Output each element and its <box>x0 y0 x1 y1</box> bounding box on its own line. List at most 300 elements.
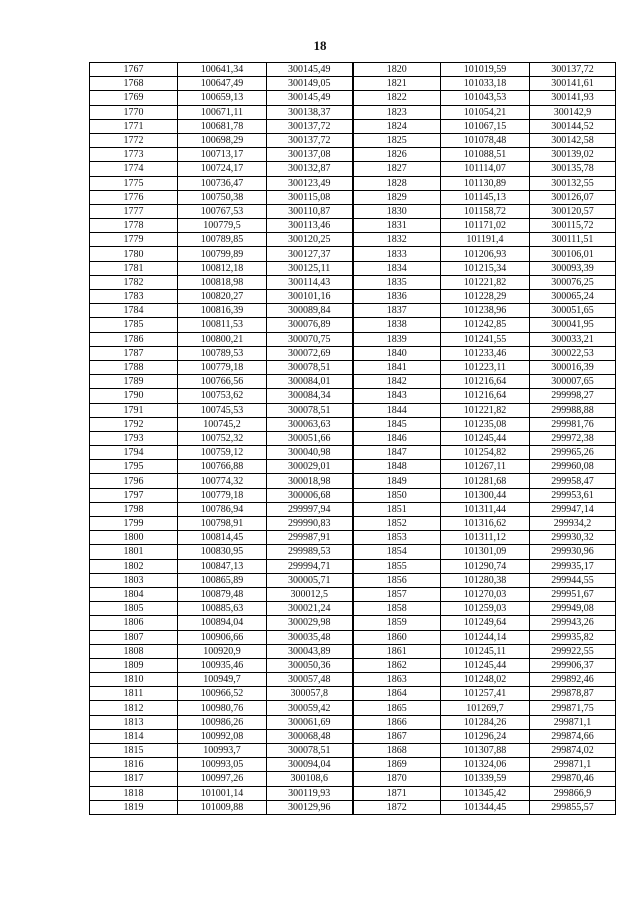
y-coordinate-right: 299960,08 <box>530 460 616 474</box>
point-number-left: 1806 <box>90 616 178 630</box>
x-coordinate-left: 100997,26 <box>178 772 267 786</box>
point-number-left: 1812 <box>90 701 178 715</box>
y-coordinate-left: 300035,48 <box>267 630 353 644</box>
x-coordinate-right: 101088,51 <box>441 148 530 162</box>
x-coordinate-left: 100647,49 <box>178 77 267 91</box>
y-coordinate-right: 300007,65 <box>530 375 616 389</box>
point-number-left: 1799 <box>90 517 178 531</box>
x-coordinate-left: 100818,98 <box>178 275 267 289</box>
point-number-right: 1828 <box>353 176 441 190</box>
y-coordinate-right: 299943,26 <box>530 616 616 630</box>
y-coordinate-right: 300093,39 <box>530 261 616 275</box>
y-coordinate-left: 300129,96 <box>267 800 353 814</box>
point-number-left: 1788 <box>90 360 178 374</box>
x-coordinate-left: 101001,14 <box>178 786 267 800</box>
point-number-right: 1866 <box>353 715 441 729</box>
table-row <box>90 602 616 616</box>
y-coordinate-right: 300051,65 <box>530 304 616 318</box>
x-coordinate-right: 101206,93 <box>441 247 530 261</box>
y-coordinate-right: 299947,14 <box>530 502 616 516</box>
point-number-left: 1796 <box>90 474 178 488</box>
y-coordinate-right: 299870,46 <box>530 772 616 786</box>
point-number-left: 1792 <box>90 417 178 431</box>
y-coordinate-right: 299934,2 <box>530 517 616 531</box>
page-number: 18 <box>313 38 327 53</box>
y-coordinate-left: 300115,08 <box>267 190 353 204</box>
table-row <box>90 758 616 772</box>
point-number-left: 1781 <box>90 261 178 275</box>
y-coordinate-right: 299878,87 <box>530 687 616 701</box>
y-coordinate-right: 300115,72 <box>530 219 616 233</box>
x-coordinate-right: 101067,15 <box>441 119 530 133</box>
y-coordinate-right: 300132,55 <box>530 176 616 190</box>
point-number-right: 1846 <box>353 431 441 445</box>
point-number-right: 1833 <box>353 247 441 261</box>
point-number-right: 1823 <box>353 105 441 119</box>
y-coordinate-left: 300051,66 <box>267 431 353 445</box>
table-row <box>90 318 616 332</box>
y-coordinate-right: 300106,01 <box>530 247 616 261</box>
y-coordinate-right: 299951,67 <box>530 587 616 601</box>
table-row <box>90 786 616 800</box>
point-number-left: 1787 <box>90 346 178 360</box>
x-coordinate-left: 100992,08 <box>178 729 267 743</box>
table-row <box>90 687 616 701</box>
y-coordinate-right: 299906,37 <box>530 658 616 672</box>
point-number-right: 1863 <box>353 673 441 687</box>
point-number-right: 1849 <box>353 474 441 488</box>
x-coordinate-right: 101311,44 <box>441 502 530 516</box>
point-number-right: 1834 <box>353 261 441 275</box>
x-coordinate-right: 101235,08 <box>441 417 530 431</box>
y-coordinate-left: 299997,94 <box>267 502 353 516</box>
point-number-left: 1769 <box>90 91 178 105</box>
x-coordinate-right: 101242,85 <box>441 318 530 332</box>
x-coordinate-left: 100885,63 <box>178 602 267 616</box>
point-number-right: 1859 <box>353 616 441 630</box>
x-coordinate-right: 101270,03 <box>441 587 530 601</box>
point-number-left: 1794 <box>90 446 178 460</box>
table-row <box>90 119 616 133</box>
x-coordinate-left: 100786,94 <box>178 502 267 516</box>
point-number-left: 1779 <box>90 233 178 247</box>
x-coordinate-right: 101216,64 <box>441 375 530 389</box>
y-coordinate-left: 300119,93 <box>267 786 353 800</box>
point-number-right: 1829 <box>353 190 441 204</box>
y-coordinate-right: 299972,38 <box>530 431 616 445</box>
point-number-right: 1870 <box>353 772 441 786</box>
y-coordinate-left: 300145,49 <box>267 91 353 105</box>
x-coordinate-right: 101280,38 <box>441 573 530 587</box>
x-coordinate-left: 100966,52 <box>178 687 267 701</box>
point-number-right: 1857 <box>353 587 441 601</box>
y-coordinate-right: 299866,9 <box>530 786 616 800</box>
table-row <box>90 233 616 247</box>
point-number-left: 1775 <box>90 176 178 190</box>
point-number-left: 1815 <box>90 744 178 758</box>
y-coordinate-right: 300111,51 <box>530 233 616 247</box>
y-coordinate-left: 300050,36 <box>267 658 353 672</box>
y-coordinate-left: 299989,53 <box>267 545 353 559</box>
x-coordinate-right: 101245,44 <box>441 658 530 672</box>
y-coordinate-right: 300139,02 <box>530 148 616 162</box>
y-coordinate-right: 300142,9 <box>530 105 616 119</box>
x-coordinate-right: 101245,11 <box>441 644 530 658</box>
x-coordinate-right: 101191,4 <box>441 233 530 247</box>
y-coordinate-left: 300005,71 <box>267 573 353 587</box>
point-number-left: 1768 <box>90 77 178 91</box>
table-row <box>90 431 616 445</box>
point-number-left: 1805 <box>90 602 178 616</box>
x-coordinate-right: 101241,55 <box>441 332 530 346</box>
x-coordinate-right: 101245,44 <box>441 431 530 445</box>
y-coordinate-right: 299998,27 <box>530 389 616 403</box>
table-row <box>90 630 616 644</box>
point-number-right: 1865 <box>353 701 441 715</box>
x-coordinate-left: 100659,13 <box>178 91 267 105</box>
y-coordinate-right: 300016,39 <box>530 360 616 374</box>
x-coordinate-right: 101257,41 <box>441 687 530 701</box>
table-row <box>90 105 616 119</box>
table-row <box>90 446 616 460</box>
point-number-right: 1847 <box>353 446 441 460</box>
y-coordinate-left: 300089,84 <box>267 304 353 318</box>
y-coordinate-left: 300070,75 <box>267 332 353 346</box>
table-row <box>90 176 616 190</box>
point-number-right: 1854 <box>353 545 441 559</box>
point-number-left: 1801 <box>90 545 178 559</box>
x-coordinate-left: 100698,29 <box>178 133 267 147</box>
x-coordinate-right: 101281,68 <box>441 474 530 488</box>
x-coordinate-left: 100986,26 <box>178 715 267 729</box>
point-number-left: 1802 <box>90 559 178 573</box>
y-coordinate-left: 300084,01 <box>267 375 353 389</box>
point-number-left: 1791 <box>90 403 178 417</box>
table-row <box>90 275 616 289</box>
x-coordinate-left: 100752,32 <box>178 431 267 445</box>
x-coordinate-left: 100935,46 <box>178 658 267 672</box>
x-coordinate-right: 101244,14 <box>441 630 530 644</box>
x-coordinate-left: 100759,12 <box>178 446 267 460</box>
point-number-left: 1770 <box>90 105 178 119</box>
x-coordinate-right: 101307,88 <box>441 744 530 758</box>
y-coordinate-left: 300076,89 <box>267 318 353 332</box>
table-row <box>90 91 616 105</box>
y-coordinate-right: 300022,53 <box>530 346 616 360</box>
x-coordinate-left: 100779,18 <box>178 488 267 502</box>
point-number-right: 1835 <box>353 275 441 289</box>
x-coordinate-right: 101300,44 <box>441 488 530 502</box>
x-coordinate-right: 101301,09 <box>441 545 530 559</box>
point-number-left: 1818 <box>90 786 178 800</box>
table-row <box>90 772 616 786</box>
table-row <box>90 375 616 389</box>
table-row <box>90 800 616 814</box>
y-coordinate-left: 300059,42 <box>267 701 353 715</box>
y-coordinate-left: 300101,16 <box>267 290 353 304</box>
point-number-left: 1811 <box>90 687 178 701</box>
y-coordinate-right: 300142,58 <box>530 133 616 147</box>
y-coordinate-left: 300072,69 <box>267 346 353 360</box>
point-number-right: 1825 <box>353 133 441 147</box>
x-coordinate-left: 100779,5 <box>178 219 267 233</box>
point-number-left: 1776 <box>90 190 178 204</box>
y-coordinate-left: 300137,72 <box>267 119 353 133</box>
x-coordinate-right: 101290,74 <box>441 559 530 573</box>
x-coordinate-right: 101114,07 <box>441 162 530 176</box>
x-coordinate-left: 100789,53 <box>178 346 267 360</box>
y-coordinate-left: 300084,34 <box>267 389 353 403</box>
x-coordinate-right: 101233,46 <box>441 346 530 360</box>
point-number-right: 1827 <box>353 162 441 176</box>
point-number-left: 1793 <box>90 431 178 445</box>
x-coordinate-left: 100798,91 <box>178 517 267 531</box>
x-coordinate-right: 101228,29 <box>441 290 530 304</box>
table-row <box>90 587 616 601</box>
x-coordinate-right: 101339,59 <box>441 772 530 786</box>
x-coordinate-left: 100816,39 <box>178 304 267 318</box>
y-coordinate-left: 300125,11 <box>267 261 353 275</box>
point-number-right: 1851 <box>353 502 441 516</box>
point-number-right: 1831 <box>353 219 441 233</box>
y-coordinate-right: 299981,76 <box>530 417 616 431</box>
y-coordinate-right: 299871,1 <box>530 758 616 772</box>
table-row <box>90 133 616 147</box>
x-coordinate-left: 100980,76 <box>178 701 267 715</box>
point-number-right: 1872 <box>353 800 441 814</box>
x-coordinate-left: 100774,32 <box>178 474 267 488</box>
point-number-left: 1819 <box>90 800 178 814</box>
table-row <box>90 219 616 233</box>
x-coordinate-right: 101324,06 <box>441 758 530 772</box>
y-coordinate-left: 300078,51 <box>267 744 353 758</box>
y-coordinate-right: 299874,66 <box>530 729 616 743</box>
point-number-right: 1841 <box>353 360 441 374</box>
table-row <box>90 488 616 502</box>
x-coordinate-left: 100993,7 <box>178 744 267 758</box>
table-row <box>90 247 616 261</box>
x-coordinate-left: 100753,62 <box>178 389 267 403</box>
x-coordinate-left: 100789,85 <box>178 233 267 247</box>
y-coordinate-left: 300110,87 <box>267 204 353 218</box>
y-coordinate-right: 299953,61 <box>530 488 616 502</box>
point-number-left: 1780 <box>90 247 178 261</box>
table-row <box>90 701 616 715</box>
point-number-right: 1824 <box>353 119 441 133</box>
y-coordinate-left: 300149,05 <box>267 77 353 91</box>
x-coordinate-left: 100641,34 <box>178 63 267 77</box>
table-row <box>90 63 616 77</box>
point-number-right: 1868 <box>353 744 441 758</box>
point-number-left: 1790 <box>90 389 178 403</box>
point-number-right: 1839 <box>353 332 441 346</box>
y-coordinate-right: 299965,26 <box>530 446 616 460</box>
point-number-left: 1809 <box>90 658 178 672</box>
y-coordinate-right: 300141,61 <box>530 77 616 91</box>
y-coordinate-right: 300041,95 <box>530 318 616 332</box>
table-row <box>90 531 616 545</box>
point-number-right: 1820 <box>353 63 441 77</box>
point-number-right: 1861 <box>353 644 441 658</box>
x-coordinate-left: 100830,95 <box>178 545 267 559</box>
y-coordinate-left: 300043,89 <box>267 644 353 658</box>
table-row <box>90 658 616 672</box>
point-number-left: 1773 <box>90 148 178 162</box>
table-row <box>90 474 616 488</box>
point-number-right: 1836 <box>353 290 441 304</box>
point-number-left: 1767 <box>90 63 178 77</box>
x-coordinate-right: 101238,96 <box>441 304 530 318</box>
point-number-left: 1786 <box>90 332 178 346</box>
point-number-left: 1813 <box>90 715 178 729</box>
y-coordinate-left: 300145,49 <box>267 63 353 77</box>
point-number-right: 1852 <box>353 517 441 531</box>
table-row <box>90 389 616 403</box>
y-coordinate-left: 300123,49 <box>267 176 353 190</box>
point-number-right: 1844 <box>353 403 441 417</box>
table-row <box>90 332 616 346</box>
x-coordinate-right: 101248,02 <box>441 673 530 687</box>
x-coordinate-right: 101311,12 <box>441 531 530 545</box>
point-number-right: 1838 <box>353 318 441 332</box>
x-coordinate-left: 100779,18 <box>178 360 267 374</box>
x-coordinate-left: 100811,53 <box>178 318 267 332</box>
point-number-left: 1798 <box>90 502 178 516</box>
table-row <box>90 573 616 587</box>
x-coordinate-left: 100993,05 <box>178 758 267 772</box>
x-coordinate-right: 101216,64 <box>441 389 530 403</box>
table-row <box>90 644 616 658</box>
point-number-left: 1816 <box>90 758 178 772</box>
y-coordinate-left: 300114,43 <box>267 275 353 289</box>
x-coordinate-left: 100865,89 <box>178 573 267 587</box>
y-coordinate-left: 300068,48 <box>267 729 353 743</box>
x-coordinate-right: 101344,45 <box>441 800 530 814</box>
x-coordinate-left: 100906,66 <box>178 630 267 644</box>
x-coordinate-left: 100745,53 <box>178 403 267 417</box>
x-coordinate-left: 100745,2 <box>178 417 267 431</box>
y-coordinate-right: 299935,82 <box>530 630 616 644</box>
point-number-right: 1862 <box>353 658 441 672</box>
y-coordinate-left: 300078,51 <box>267 403 353 417</box>
y-coordinate-left: 300018,98 <box>267 474 353 488</box>
x-coordinate-left: 101009,88 <box>178 800 267 814</box>
y-coordinate-left: 300063,63 <box>267 417 353 431</box>
point-number-left: 1810 <box>90 673 178 687</box>
table-row <box>90 261 616 275</box>
x-coordinate-left: 100767,53 <box>178 204 267 218</box>
x-coordinate-left: 100681,78 <box>178 119 267 133</box>
point-number-left: 1808 <box>90 644 178 658</box>
table-row <box>90 304 616 318</box>
y-coordinate-right: 299930,32 <box>530 531 616 545</box>
x-coordinate-right: 101033,18 <box>441 77 530 91</box>
y-coordinate-left: 300113,46 <box>267 219 353 233</box>
y-coordinate-left: 300108,6 <box>267 772 353 786</box>
point-number-left: 1771 <box>90 119 178 133</box>
point-number-left: 1785 <box>90 318 178 332</box>
table-row <box>90 190 616 204</box>
point-number-right: 1822 <box>353 91 441 105</box>
y-coordinate-left: 300029,01 <box>267 460 353 474</box>
y-coordinate-left: 300057,8 <box>267 687 353 701</box>
point-number-left: 1800 <box>90 531 178 545</box>
point-number-left: 1797 <box>90 488 178 502</box>
y-coordinate-right: 299935,17 <box>530 559 616 573</box>
point-number-right: 1845 <box>353 417 441 431</box>
point-number-left: 1782 <box>90 275 178 289</box>
x-coordinate-right: 101284,26 <box>441 715 530 729</box>
table-row <box>90 346 616 360</box>
point-number-left: 1774 <box>90 162 178 176</box>
point-number-left: 1814 <box>90 729 178 743</box>
x-coordinate-right: 101221,82 <box>441 403 530 417</box>
y-coordinate-left: 300057,48 <box>267 673 353 687</box>
y-coordinate-right: 300033,21 <box>530 332 616 346</box>
point-number-right: 1850 <box>353 488 441 502</box>
y-coordinate-left: 300061,69 <box>267 715 353 729</box>
x-coordinate-left: 100820,27 <box>178 290 267 304</box>
y-coordinate-left: 300127,37 <box>267 247 353 261</box>
x-coordinate-left: 100766,88 <box>178 460 267 474</box>
point-number-right: 1869 <box>353 758 441 772</box>
y-coordinate-right: 299922,55 <box>530 644 616 658</box>
table-row <box>90 403 616 417</box>
point-number-left: 1807 <box>90 630 178 644</box>
x-coordinate-left: 100812,18 <box>178 261 267 275</box>
x-coordinate-right: 101158,72 <box>441 204 530 218</box>
y-coordinate-right: 299930,96 <box>530 545 616 559</box>
x-coordinate-left: 100766,56 <box>178 375 267 389</box>
x-coordinate-right: 101221,82 <box>441 275 530 289</box>
point-number-left: 1817 <box>90 772 178 786</box>
x-coordinate-left: 100920,9 <box>178 644 267 658</box>
table-row <box>90 715 616 729</box>
point-number-left: 1803 <box>90 573 178 587</box>
x-coordinate-left: 100799,89 <box>178 247 267 261</box>
y-coordinate-left: 300029,98 <box>267 616 353 630</box>
point-number-left: 1777 <box>90 204 178 218</box>
y-coordinate-left: 300120,25 <box>267 233 353 247</box>
x-coordinate-right: 101043,53 <box>441 91 530 105</box>
table-row <box>90 502 616 516</box>
table-row <box>90 673 616 687</box>
x-coordinate-right: 101316,62 <box>441 517 530 531</box>
point-number-right: 1837 <box>353 304 441 318</box>
y-coordinate-left: 300006,68 <box>267 488 353 502</box>
point-number-right: 1843 <box>353 389 441 403</box>
point-number-right: 1830 <box>353 204 441 218</box>
y-coordinate-right: 299958,47 <box>530 474 616 488</box>
x-coordinate-right: 101345,42 <box>441 786 530 800</box>
y-coordinate-left: 299987,91 <box>267 531 353 545</box>
y-coordinate-left: 299990,83 <box>267 517 353 531</box>
y-coordinate-right: 300135,78 <box>530 162 616 176</box>
point-number-left: 1789 <box>90 375 178 389</box>
x-coordinate-left: 100894,04 <box>178 616 267 630</box>
y-coordinate-left: 300078,51 <box>267 360 353 374</box>
point-number-right: 1840 <box>353 346 441 360</box>
x-coordinate-left: 100724,17 <box>178 162 267 176</box>
x-coordinate-left: 100750,38 <box>178 190 267 204</box>
table-row <box>90 729 616 743</box>
y-coordinate-left: 300137,08 <box>267 148 353 162</box>
x-coordinate-left: 100847,13 <box>178 559 267 573</box>
y-coordinate-right: 300144,52 <box>530 119 616 133</box>
y-coordinate-right: 299871,1 <box>530 715 616 729</box>
x-coordinate-right: 101054,21 <box>441 105 530 119</box>
x-coordinate-right: 101249,64 <box>441 616 530 630</box>
